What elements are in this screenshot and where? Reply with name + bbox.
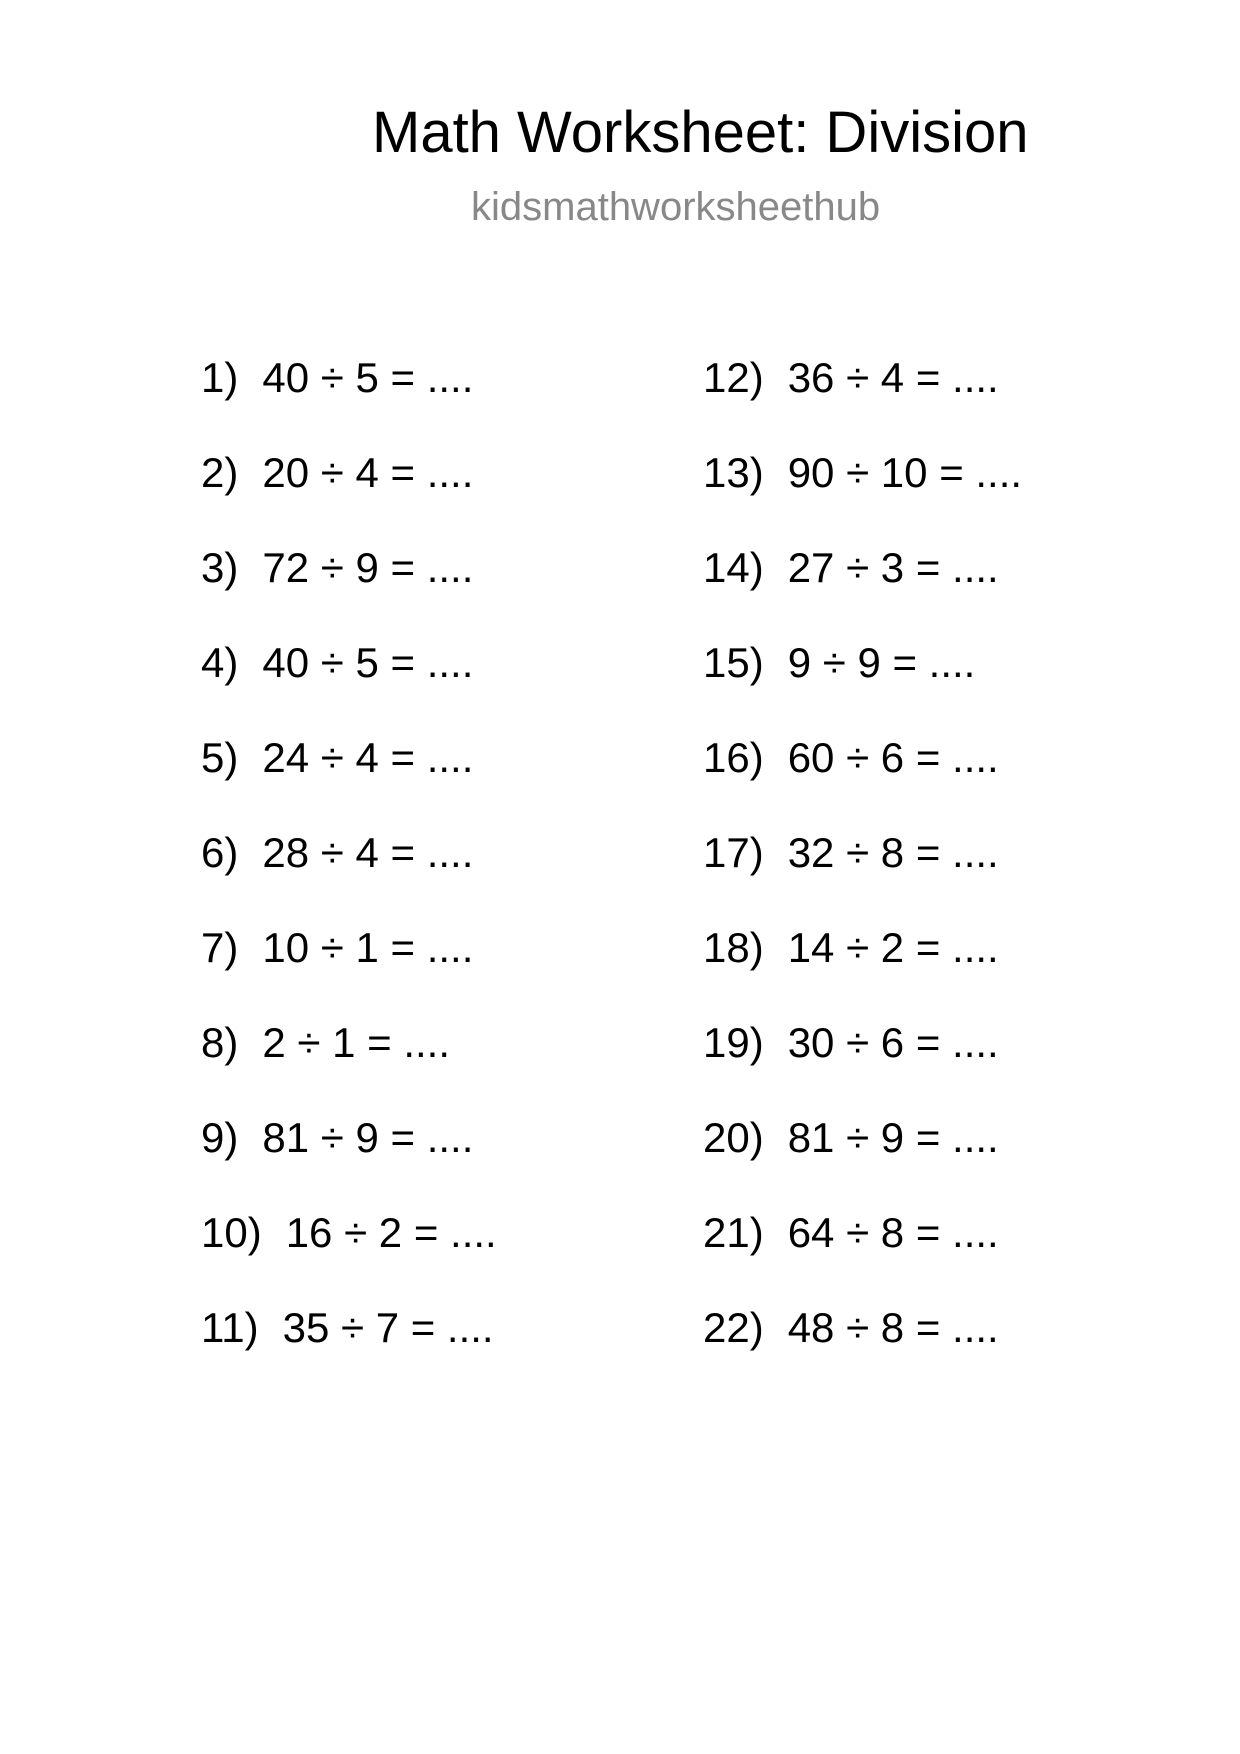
problem-item [703,1019,1022,1114]
problem-expression: 72 ÷ 9 = .... [262,544,474,591]
problem-item [201,449,497,544]
problems-right-column [703,354,1022,1399]
problem-number: 2) [201,449,239,496]
problem-item [703,1114,1022,1209]
problem-item [703,544,1022,639]
problem-item [703,449,1022,544]
problems-left-column [201,354,497,1399]
problem-number: 1) [201,354,239,401]
worksheet-title: Math Worksheet: Division [372,100,1029,165]
worksheet-subtitle: kidsmathworksheethub [471,185,881,229]
problem-expression: 10 ÷ 1 = .... [262,924,474,971]
problem-item [201,1114,497,1209]
problem-item [703,924,1022,1019]
problem-item [201,544,497,639]
problem-expression: 40 ÷ 5 = .... [262,639,474,686]
problem-item [201,639,497,734]
problem-number: 7) [201,924,239,971]
problem-expression: 81 ÷ 9 = .... [262,1114,474,1161]
problem-item [201,734,497,829]
problem-item [703,1209,1022,1304]
problem-number: 17) [703,829,764,876]
problem-expression: 24 ÷ 4 = .... [262,734,474,781]
problem-number: 9) [201,1114,239,1161]
problem-item [703,1304,1022,1399]
problem-expression: 35 ÷ 7 = .... [282,1304,494,1351]
problem-number: 18) [703,924,764,971]
problem-expression: 48 ÷ 8 = .... [787,1304,999,1351]
problem-expression: 81 ÷ 9 = .... [787,1114,999,1161]
problem-number: 12) [703,354,764,401]
problem-number: 4) [201,639,239,686]
problem-expression: 90 ÷ 10 = .... [787,449,1023,496]
problem-item [201,1209,497,1304]
problem-expression: 64 ÷ 8 = .... [787,1209,999,1256]
problem-expression: 28 ÷ 4 = .... [262,829,474,876]
problem-item [703,354,1022,449]
problem-number: 14) [703,544,764,591]
problem-number: 15) [703,639,764,686]
problem-expression: 36 ÷ 4 = .... [787,354,999,401]
problem-item [703,829,1022,924]
problem-number: 20) [703,1114,764,1161]
problem-number: 6) [201,829,239,876]
problem-expression: 2 ÷ 1 = .... [262,1019,451,1066]
problem-number: 13) [703,449,764,496]
problem-number: 10) [201,1209,262,1256]
problem-item [201,829,497,924]
problem-number: 21) [703,1209,764,1256]
problem-item [201,354,497,449]
problem-expression: 20 ÷ 4 = .... [262,449,474,496]
problem-number: 16) [703,734,764,781]
problem-number: 19) [703,1019,764,1066]
problem-number: 11) [201,1304,259,1351]
problem-item [201,1304,497,1399]
problem-number: 8) [201,1019,239,1066]
problem-item [703,734,1022,829]
problem-expression: 27 ÷ 3 = .... [787,544,999,591]
problem-expression: 32 ÷ 8 = .... [787,829,999,876]
problem-expression: 60 ÷ 6 = .... [787,734,999,781]
problem-number: 5) [201,734,239,781]
problem-number: 3) [201,544,239,591]
problem-expression: 14 ÷ 2 = .... [787,924,999,971]
problem-item [201,924,497,1019]
problem-expression: 16 ÷ 2 = .... [285,1209,497,1256]
problem-expression: 40 ÷ 5 = .... [262,354,474,401]
problem-item [201,1019,497,1114]
problem-number: 22) [703,1304,764,1351]
problem-item [703,639,1022,734]
problem-expression: 30 ÷ 6 = .... [787,1019,999,1066]
problem-expression: 9 ÷ 9 = .... [787,639,976,686]
